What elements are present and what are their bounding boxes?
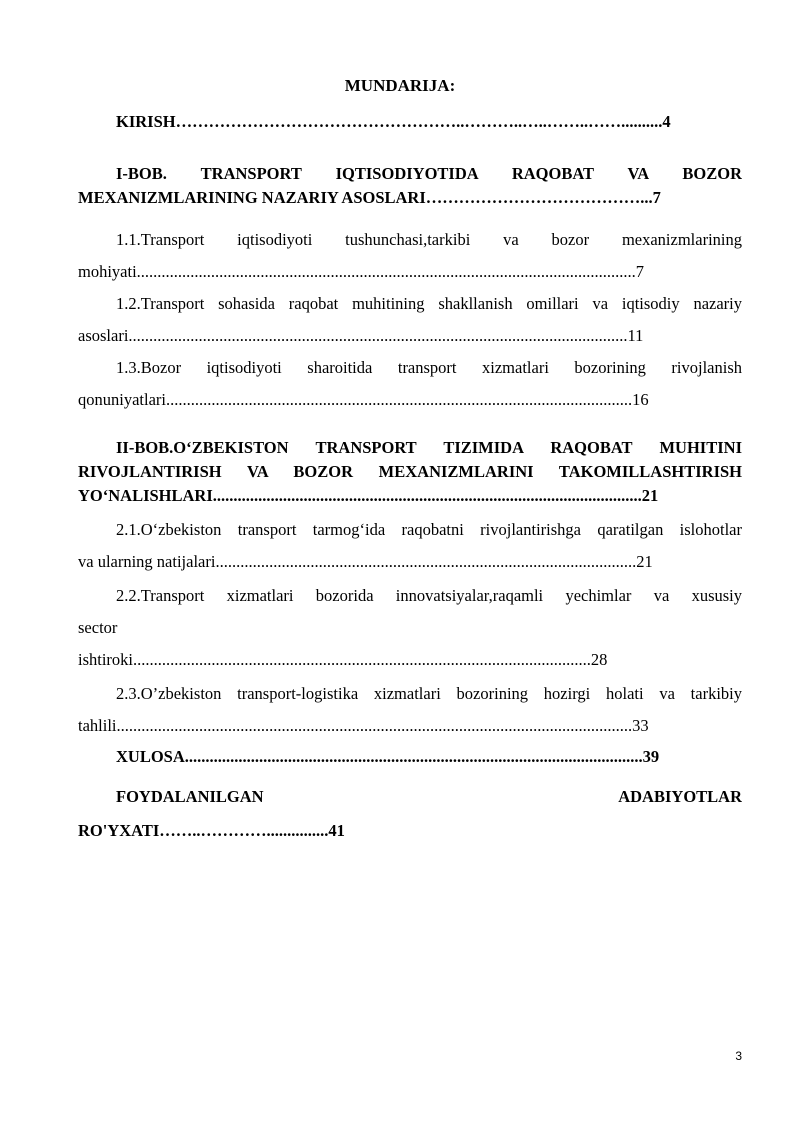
- toc-entry-section-2-2[interactable]: [78, 580, 742, 676]
- toc-line: asoslari.........................................................................................................................11: [78, 326, 644, 345]
- toc-entry-section-1-3[interactable]: [78, 352, 742, 416]
- toc-entry-section-1-2[interactable]: [78, 288, 742, 352]
- toc-entry-kirish[interactable]: [78, 112, 780, 132]
- toc-line: va ularning natijalari......................................................................................................21: [78, 552, 653, 571]
- toc-line: RIVOJLANTIRISH VA BOZOR MEXANIZMLARINI TAKOMILLASHTIRISH: [78, 462, 742, 481]
- toc-entry-chapter-1[interactable]: [78, 162, 742, 210]
- toc-line: 2.1.O‘zbekiston transport tarmog‘ida raqobatni rivojlantirishga qaratilgan islohotlar: [116, 520, 742, 539]
- toc-line: RO'YXATI……..…………...............41: [78, 821, 345, 840]
- toc-line: 1.1.Transport iqtisodiyoti tushunchasi,tarkibi va bozor mexanizmlarining: [116, 230, 742, 249]
- toc-line: 1.2.Transport sohasida raqobat muhitining shakllanish omillari va iqtisodiy nazariy: [116, 294, 742, 313]
- toc-entry-xulosa[interactable]: [78, 747, 780, 767]
- toc-line: ishtiroki...............................................................................................................28: [78, 650, 608, 669]
- toc-line: tahlili.............................................................................................................................33: [78, 716, 649, 735]
- toc-entry-section-1-1[interactable]: [78, 224, 742, 288]
- page-title: MUNDARIJA:: [344, 76, 456, 95]
- toc-entry-references[interactable]: [78, 780, 742, 848]
- toc-line: KIRISH……………………………………………..………..…..……..……..........4: [116, 112, 671, 131]
- toc-line: sector: [78, 618, 118, 637]
- toc-entry-section-2-3[interactable]: [78, 678, 742, 742]
- toc-line: 2.2.Transport xizmatlari bozorida innovatsiyalar,raqamli yechimlar va xususiy: [116, 586, 742, 605]
- toc-line: YO‘NALISHLARI........................................................................................................21: [78, 486, 659, 505]
- toc-line: XULOSA...............................................................................................................39: [116, 747, 660, 766]
- toc-line: I-BOB. TRANSPORT IQTISODIYOTIDA RAQOBAT VA BOZOR: [116, 164, 742, 183]
- toc-line: MEXANIZMLARINING NAZARIY ASOSLARI…………………………………...7: [78, 188, 661, 207]
- toc-line: 1.3.Bozor iqtisodiyoti sharoitida transport xizmatlari bozorining rivojlanish: [116, 358, 742, 377]
- toc-line: II-BOB.O‘ZBEKISTON TRANSPORT TIZIMIDA RAQOBAT MUHITINI: [116, 438, 742, 457]
- toc-line: qonuniyatlari.................................................................................................................16: [78, 390, 649, 409]
- toc-line: 2.3.O’zbekiston transport-logistika xizmatlari bozorining hozirgi holati va tarkibiy: [116, 684, 742, 703]
- page-number: 3: [735, 1049, 742, 1063]
- toc-entry-section-2-1[interactable]: [78, 514, 742, 578]
- toc-line: FOYDALANILGAN ADABIYOTLAR: [116, 787, 742, 806]
- toc-line: mohiyati.........................................................................................................................7: [78, 262, 645, 281]
- toc-entry-chapter-2[interactable]: [78, 436, 742, 508]
